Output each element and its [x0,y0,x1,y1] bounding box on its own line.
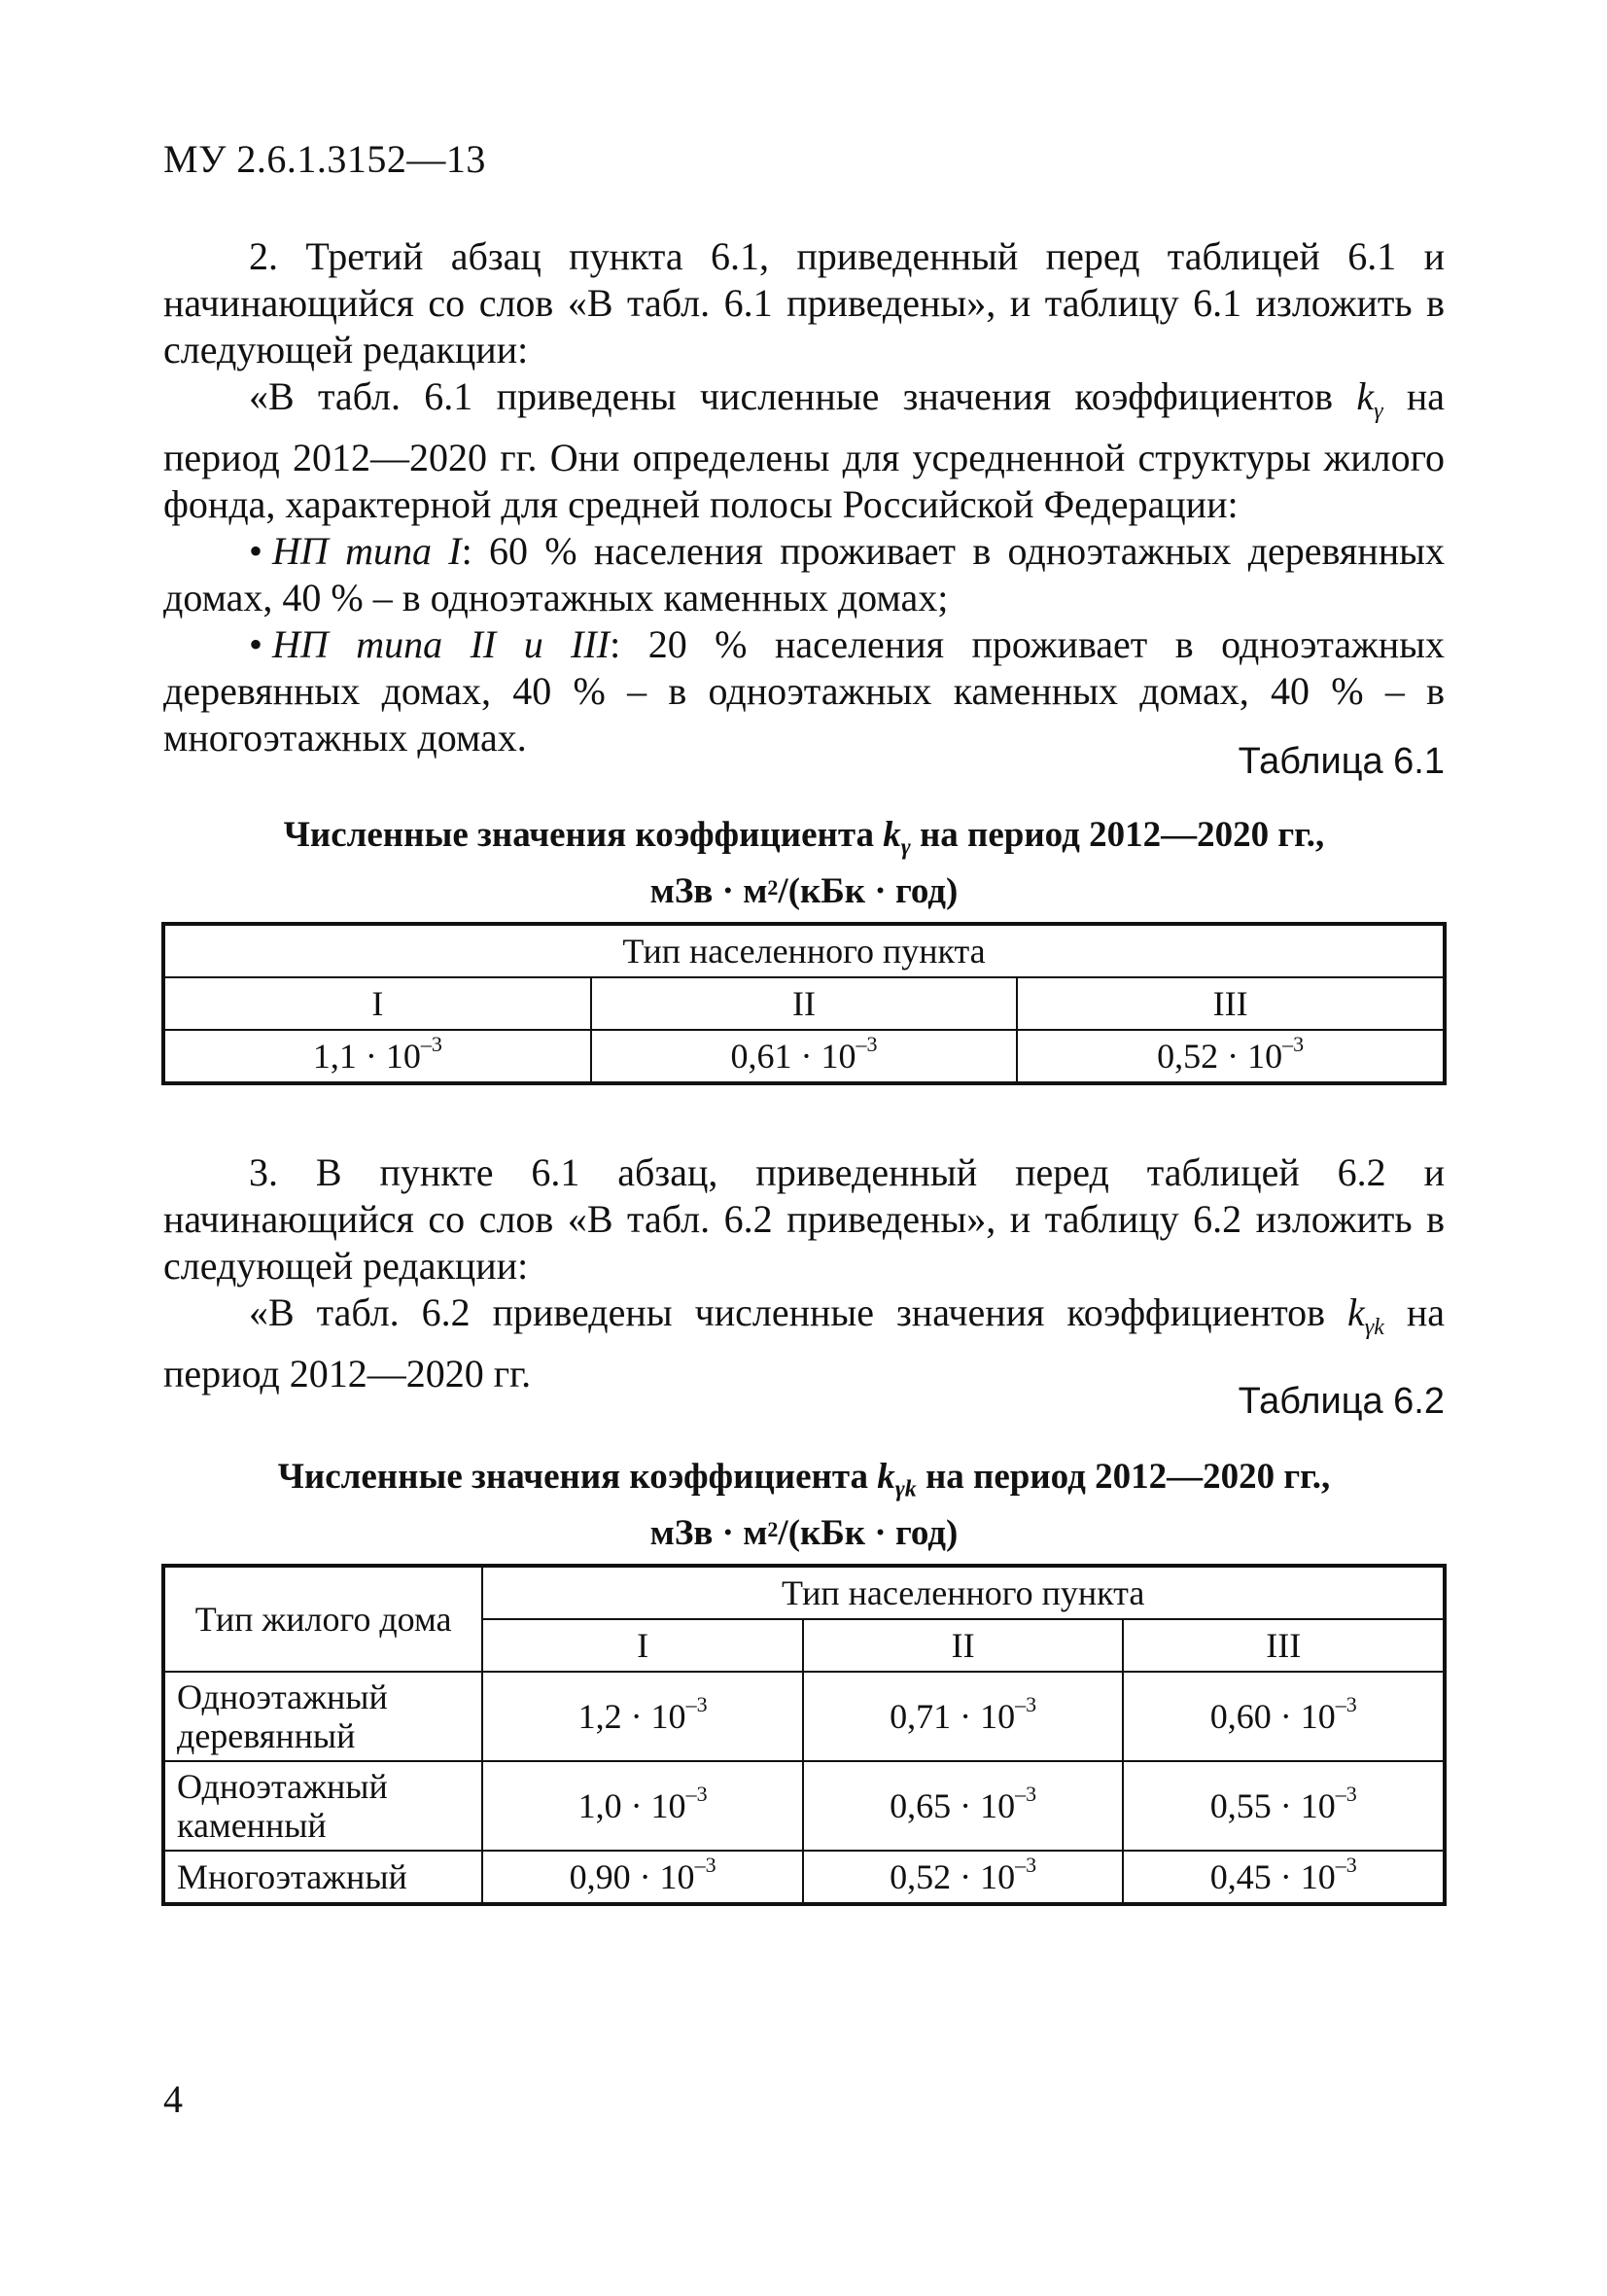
table-2-cell [803,1761,1124,1851]
bullet-term: НП типа I [272,529,462,573]
title-coef-k: k [883,815,901,855]
cell-mantissa: 0,52 · 10 [1157,1037,1283,1076]
table-2-row-label: Многоэтажный [164,1851,482,1903]
table-2-cell [1123,1851,1444,1903]
coef-subscript: γk [1364,1315,1384,1340]
table-1-cell [591,1030,1018,1082]
table-2-label: Таблица 6.2 [1238,1381,1445,1422]
unit-b: /(кБк · год) [778,871,959,912]
cell-mantissa: 0,61 · 10 [730,1037,856,1076]
table-2-cell [1123,1761,1444,1851]
table-1-col-header: I [164,977,591,1030]
table-2-title [163,1455,1445,1556]
cell-exponent: –3 [685,1692,708,1716]
title-text-b: на период 2012—2020 гг., [916,1457,1331,1497]
table-2-header: Тип населенного пункта [482,1567,1444,1619]
table-2-col-header: III [1123,1619,1444,1672]
cell-mantissa: 0,90 · 10 [569,1857,695,1896]
cell-mantissa: 0,65 · 10 [890,1786,1016,1825]
table-2-row-label: Одноэтажный каменный [164,1761,482,1851]
title-coef-sub: γ [900,834,911,861]
coef-k: k [1347,1290,1365,1334]
table-2-cell [482,1672,803,1761]
table-2-cell [803,1851,1124,1903]
cell-exponent: –3 [1015,1853,1037,1877]
cell-exponent: –3 [1282,1032,1305,1056]
table-1-title-line-1 [163,813,1445,869]
title-text-a: Численные значения коэффициента [277,1457,878,1497]
paragraph-2: 2. Третий абзац пункта 6.1, приведенный перед таблицей 6.1 и начинающийся со слов «В табл. 6.1 приведены», и таблицу 6.1 изложить в следующей редакции: [163,234,1445,371]
table-2-col-header: II [803,1619,1124,1672]
cell-exponent: –3 [1015,1782,1037,1806]
quote-2-text-a: «В табл. 6.2 приведены численные значения коэффициентов [249,1290,1347,1334]
table-1-cell [164,1030,591,1082]
cell-mantissa: 0,60 · 10 [1209,1697,1336,1736]
bullet-term: НП типа II и III [272,622,611,666]
coef-symbol [1347,1290,1384,1340]
unit-b: /(кБк · год) [778,1513,959,1554]
table-1-col-header: II [591,977,1018,1030]
cell-mantissa: 0,52 · 10 [890,1857,1016,1896]
unit-sup: 2 [767,1517,779,1542]
table-2-row-header: Тип жилого дома [164,1567,482,1672]
table-2-cell [803,1672,1124,1761]
page-number: 4 [163,2077,183,2121]
cell-exponent: –3 [420,1032,442,1056]
table-2-cell [482,1851,803,1903]
title-coef [883,815,911,861]
section-text-middle [163,1149,1445,1397]
unit-a: мЗв · м [649,1513,768,1554]
title-coef-k: k [877,1457,895,1497]
unit-a: мЗв · м [649,871,768,912]
section-text-top [163,233,1445,761]
bullet-item-1 [163,528,1445,621]
table-2-row-label: Одноэтажный деревянный [164,1672,482,1761]
table-2-title-line-1 [163,1455,1445,1511]
cell-mantissa: 1,0 · 10 [577,1786,686,1825]
bullet-icon: • [249,529,263,573]
cell-exponent: –3 [1015,1692,1037,1716]
coef-symbol [1356,374,1383,424]
document-header: МУ 2.6.1.3152—13 [163,137,486,181]
table-2 [163,1566,1445,1904]
cell-exponent: –3 [1335,1692,1357,1716]
table-1-title-line-2 [163,869,1445,914]
title-coef-sub: γk [894,1476,917,1502]
quote-2-text-b: на период 2012—2020 гг. [163,1290,1445,1395]
cell-mantissa: 1,1 · 10 [312,1037,421,1076]
table-1-cell [1017,1030,1444,1082]
cell-mantissa: 0,45 · 10 [1209,1857,1336,1896]
table-1-col-header: III [1017,977,1444,1030]
cell-exponent: –3 [685,1782,708,1806]
quote-1-text-a: «В табл. 6.1 приведены численные значения коэффициентов [249,374,1357,418]
cell-exponent: –3 [1335,1782,1357,1806]
quote-1-text-b: на период 2012—2020 гг. Они определены для усредненной структуры жилого фонда, характерной для средней полосы Российской Федерации: [163,374,1445,526]
coef-subscript: γ [1374,399,1383,424]
paragraph-3: 3. В пункте 6.1 абзац, приведенный перед таблицей 6.2 и начинающийся со слов «В табл. 6.2 приведены», и таблицу 6.2 изложить в следующей редакции: [163,1150,1445,1288]
table-2-col-header: I [482,1619,803,1672]
cell-exponent: –3 [1335,1853,1357,1877]
bullet-text: : 60 % населения проживает в одноэтажных деревянных домах, 40 % – в одноэтажных каменных домах; [163,529,1445,619]
table-1-label: Таблица 6.1 [1238,741,1445,782]
title-text-a: Численные значения коэффициента [283,815,884,855]
table-1-title [163,813,1445,914]
cell-mantissa: 0,71 · 10 [890,1697,1016,1736]
cell-exponent: –3 [694,1853,716,1877]
title-coef [877,1457,917,1502]
cell-mantissa: 0,55 · 10 [1209,1786,1336,1825]
table-2-cell [1123,1672,1444,1761]
cell-exponent: –3 [856,1032,878,1056]
title-text-b: на период 2012—2020 гг., [910,815,1325,855]
table-2-title-line-2 [163,1511,1445,1556]
cell-mantissa: 1,2 · 10 [577,1697,686,1736]
table-2-cell [482,1761,803,1851]
unit-sup: 2 [767,875,779,901]
coef-k: k [1356,374,1375,418]
paragraph-quote-1 [163,373,1445,528]
bullet-text: : 20 % населения проживает в одноэтажных деревянных домах, 40 % – в одноэтажных каменных домах, 40 % – в многоэтажных домах. [163,622,1445,759]
table-1-header: Тип населенного пункта [164,925,1444,977]
bullet-icon: • [249,622,263,666]
table-1 [163,924,1445,1083]
